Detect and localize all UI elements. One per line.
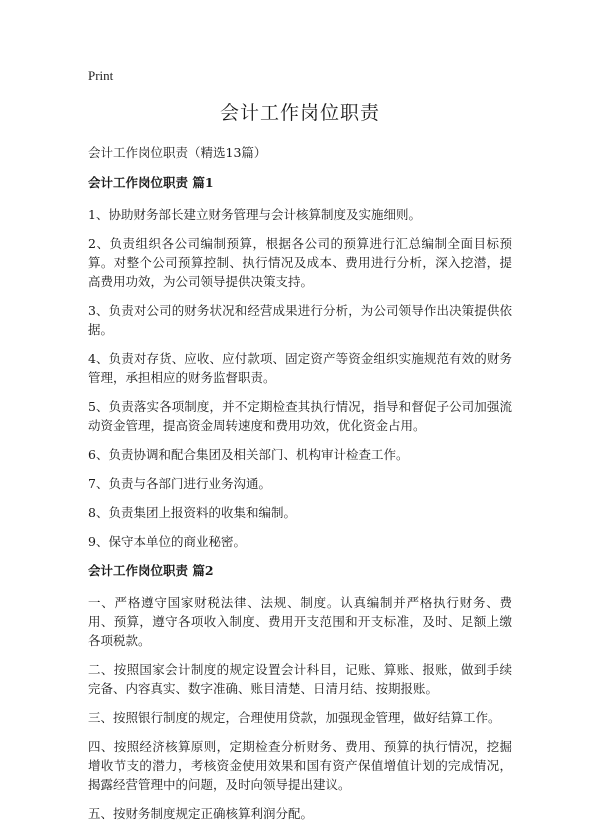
list-item: 4、负责对存货、应收、应付款项、固定资产等资金组织实施规范有效的财务管理，承担相应的财务监督职责。 xyxy=(88,351,512,385)
list-item: 1、协助财务部长建立财务管理与会计核算制度及实施细则。 xyxy=(88,207,421,222)
list-item: 5、负责落实各项制度，并不定期检查其执行情况，指导和督促子公司加强流动资金管理，提高资金周转速度和费用功效，优化资金占用。 xyxy=(88,399,512,433)
list-item: 四、按照经济核算原则，定期检查分析财务、费用、预算的执行情况，挖掘增收节支的潜力，考核资金使用效果和国有资产保值增值计划的完成情况，揭露经营管理中的问题，及时向领导提出建议。 xyxy=(88,739,512,792)
document-subtitle: 会计工作岗位职责（精选13篇） xyxy=(88,145,267,160)
section-heading: 会计工作岗位职责 篇1 xyxy=(88,175,214,190)
section-1 xyxy=(88,173,512,551)
print-link[interactable]: Print xyxy=(88,68,114,83)
list-item: 一、严格遵守国家财税法律、法规、制度。认真编制并严格执行财务、费用、预算，遵守各项收入制度、费用开支范围和开支标准，及时、足额上缴各项税款。 xyxy=(88,595,512,648)
list-item: 三、按照银行制度的规定，合理使用贷款，加强现金管理，做好结算工作。 xyxy=(88,710,501,725)
list-item: 9、保守本单位的商业秘密。 xyxy=(88,534,246,549)
section-2 xyxy=(88,561,512,823)
list-item: 五、按财务制度规定正确核算利润分配。 xyxy=(88,806,314,821)
list-item: 2、负责组织各公司编制预算，根据各公司的预算进行汇总编制全面目标预算。对整个公司预算控制、执行情况及成本、费用进行分析，深入挖潜，提高费用功效，为公司领导提供决策支持。 xyxy=(88,236,512,289)
list-item: 7、负责与各部门进行业务沟通。 xyxy=(88,476,271,491)
list-item: 6、负责协调和配合集团及相关部门、机构审计检查工作。 xyxy=(88,447,409,462)
section-heading: 会计工作岗位职责 篇2 xyxy=(88,563,214,578)
list-item: 3、负责对公司的财务状况和经营成果进行分析，为公司领导作出决策提供依据。 xyxy=(88,303,512,337)
list-item: 二、按照国家会计制度的规定设置会计科目，记账、算账、报账，做到手续完备、内容真实、数字准确、账目清楚、日清月结、按期报账。 xyxy=(88,662,512,696)
document-title: 会计工作岗位职责 xyxy=(219,102,380,124)
list-item: 8、负责集团上报资料的收集和编制。 xyxy=(88,505,296,520)
